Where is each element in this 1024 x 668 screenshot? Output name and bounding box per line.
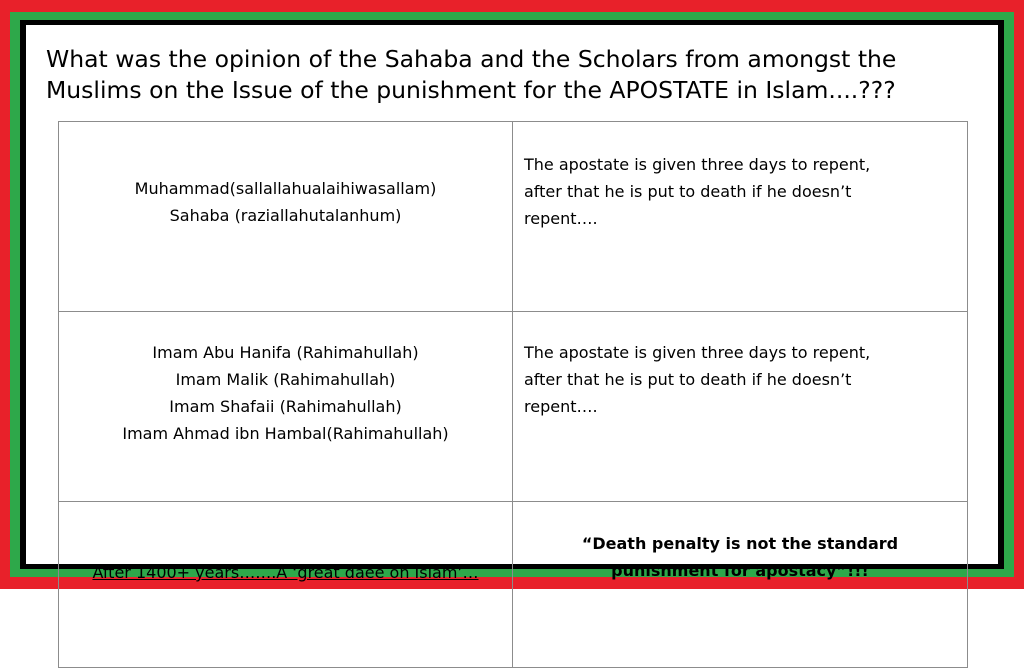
- cell-authority: [59, 312, 513, 502]
- cell-ruling: [513, 122, 968, 312]
- table-row-four-imams: [59, 312, 968, 502]
- table-row-modern-daee: [59, 502, 968, 668]
- ruling-line: repent….: [524, 397, 598, 416]
- quote-line: “Death penalty is not the standard: [581, 534, 899, 553]
- authority-line: Imam Abu Hanifa (Rahimahullah): [152, 343, 419, 362]
- title-line-2: Muslims on the Issue of the punishment for the APOSTATE in Islam....???: [46, 76, 896, 104]
- authority-line: Imam Ahmad ibn Hambal(Rahimahullah): [122, 424, 449, 443]
- quote-line: punishment for apostacy”!!!: [611, 561, 869, 580]
- authority-line: After 1400+ years…….A ‘great daee on Islam’…: [92, 563, 479, 582]
- opinions-table: [58, 121, 968, 668]
- cell-ruling: [513, 312, 968, 502]
- ruling-line: after that he is put to death if he doesn’t: [524, 370, 852, 389]
- cell-ruling-quote: [513, 502, 968, 668]
- table-row-prophet-sahaba: [59, 122, 968, 312]
- cell-authority: [59, 502, 513, 668]
- ruling-line: The apostate is given three days to repent,: [524, 343, 871, 362]
- cell-authority: [59, 122, 513, 312]
- ruling-line: The apostate is given three days to repent,: [524, 155, 871, 174]
- ruling-line: repent….: [524, 209, 598, 228]
- slide-title: [46, 44, 981, 106]
- authority-line: Imam Shafaii (Rahimahullah): [169, 397, 402, 416]
- authority-line: Imam Malik (Rahimahullah): [175, 370, 396, 389]
- authority-line: Muhammad(sallallahualaihiwasallam): [134, 179, 437, 198]
- title-line-1: What was the opinion of the Sahaba and the Scholars from amongst the: [46, 45, 897, 73]
- ruling-line: after that he is put to death if he doesn’t: [524, 182, 852, 201]
- slide-content: [26, 25, 998, 582]
- authority-line: Sahaba (raziallahutalanhum): [169, 206, 402, 225]
